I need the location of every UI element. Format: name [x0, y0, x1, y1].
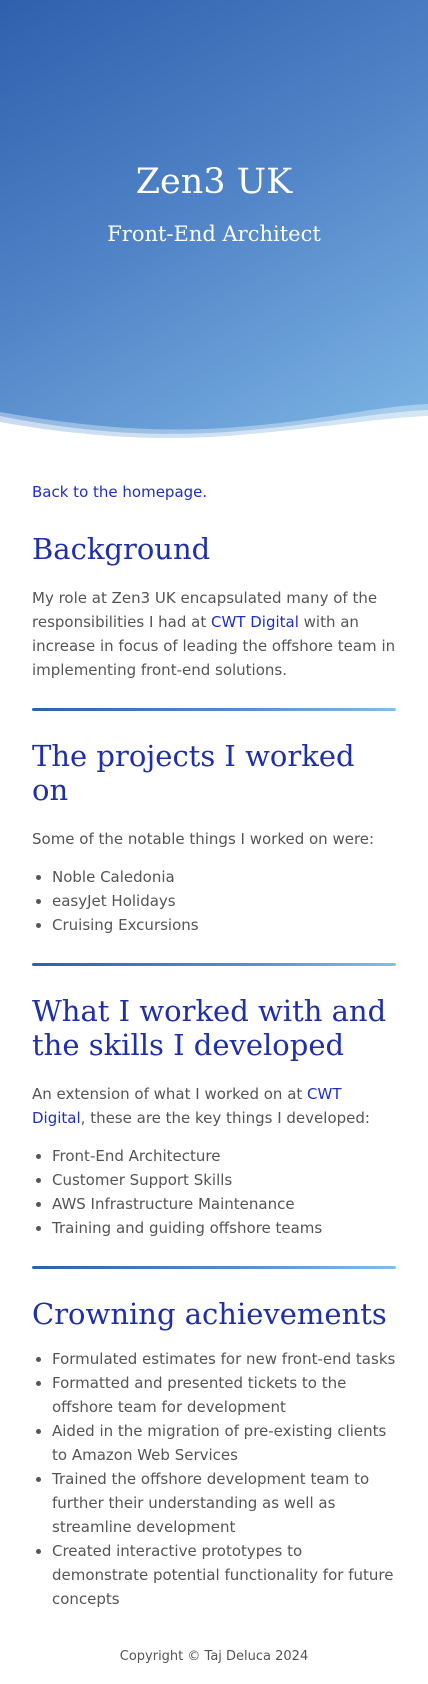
list-item: • Aided in the migration of pre-existing clients to Amazon Web Services	[52, 1419, 396, 1467]
background-text	[32, 586, 396, 682]
cwt-digital-link[interactable]: CWT Digital	[32, 1085, 342, 1127]
page-title: Zen3 UK	[135, 162, 293, 202]
list-item: • Created interactive prototypes to demonstrate potential functionality for future concepts	[52, 1539, 396, 1611]
list-item: • Trained the offshore development team to further their understanding as well as streamline development	[52, 1467, 396, 1539]
background-text-start: My role at Zen3 UK encapsulated many of the responsibilities I had at	[32, 589, 378, 631]
projects-list	[32, 865, 396, 937]
list-item: • Formulated estimates for new front-end tasks	[52, 1347, 396, 1371]
list-item: • Formatted and presented tickets to the offshore team for development	[52, 1371, 396, 1419]
skills-heading: What I worked with and the skills I developed	[32, 994, 387, 1062]
page-subtitle: Front-End Architect	[107, 222, 321, 246]
list-item: • AWS Infrastructure Maintenance	[52, 1192, 396, 1216]
background-section	[32, 504, 396, 711]
skills-text-end: , these are the key things I developed:	[80, 1109, 370, 1127]
list-item: • easyJet Holidays	[52, 889, 396, 913]
achievements-section	[32, 1269, 396, 1611]
hero-wave-decoration	[0, 392, 428, 452]
achievements-heading: Crowning achievements	[32, 1297, 387, 1331]
list-item: • Customer Support Skills	[52, 1168, 396, 1192]
list-item: • Front-End Architecture	[52, 1144, 396, 1168]
hero-banner	[0, 0, 428, 452]
skills-list	[32, 1144, 396, 1240]
list-item: • Training and guiding offshore teams	[52, 1216, 396, 1240]
background-heading: Background	[32, 532, 211, 566]
skills-text	[32, 1082, 396, 1130]
projects-heading: The projects I worked on	[32, 739, 355, 807]
skills-section	[32, 966, 396, 1269]
projects-intro: Some of the notable things I worked on were:	[32, 830, 375, 848]
cwt-digital-link[interactable]: CWT Digital	[210, 613, 299, 631]
back-to-homepage-link[interactable]: Back to the homepage.	[32, 483, 208, 501]
achievements-list	[32, 1347, 396, 1611]
footer-copyright: Copyright © Taj Deluca 2024	[119, 1649, 309, 1664]
list-item: • Noble Caledonia	[52, 865, 396, 889]
background-text-end: with an increase in focus of leading the offshore team in implementing front-end solutions.	[32, 613, 396, 679]
skills-text-start: An extension of what I worked on at	[32, 1085, 308, 1103]
main-content	[0, 480, 428, 1684]
projects-section	[32, 711, 396, 966]
list-item: • Cruising Excursions	[52, 913, 396, 937]
